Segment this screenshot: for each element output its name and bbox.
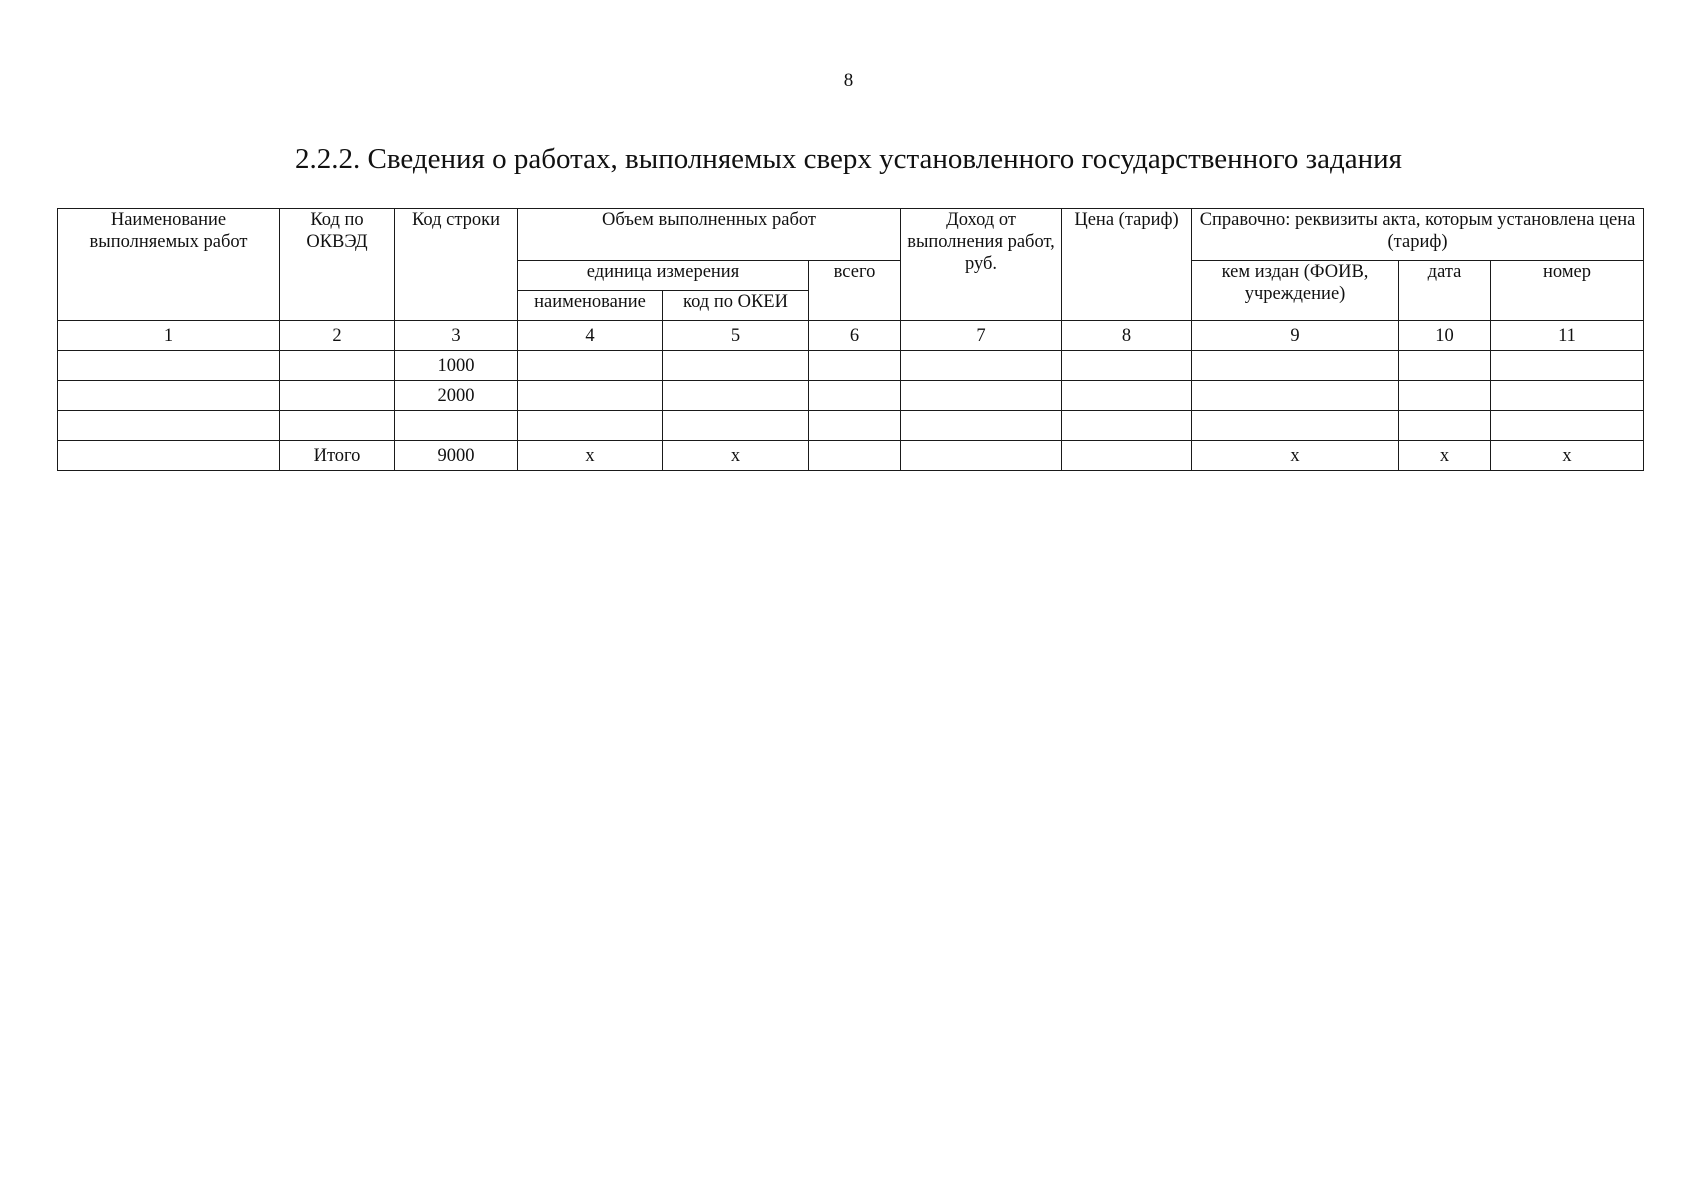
table-cell bbox=[1491, 351, 1644, 381]
header-number: номер bbox=[1491, 261, 1644, 321]
table-cell bbox=[1192, 381, 1399, 411]
header-price: Цена (тариф) bbox=[1062, 209, 1192, 321]
table-cell bbox=[1062, 381, 1192, 411]
table-cell bbox=[901, 441, 1062, 471]
header-total: всего bbox=[809, 261, 901, 321]
table-cell bbox=[280, 411, 395, 441]
table-cell: x bbox=[1192, 441, 1399, 471]
table-cell: 2000 bbox=[395, 381, 518, 411]
table-cell bbox=[663, 411, 809, 441]
table-cell bbox=[1491, 411, 1644, 441]
table-cell bbox=[1192, 351, 1399, 381]
table-cell: x bbox=[663, 441, 809, 471]
table-cell: x bbox=[1399, 441, 1491, 471]
column-number: 10 bbox=[1399, 321, 1491, 351]
table-cell bbox=[809, 411, 901, 441]
table-cell bbox=[809, 441, 901, 471]
table-cell bbox=[58, 441, 280, 471]
table-cell: 1000 bbox=[395, 351, 518, 381]
column-number: 2 bbox=[280, 321, 395, 351]
column-number: 4 bbox=[518, 321, 663, 351]
table-cell bbox=[1399, 411, 1491, 441]
table-cell bbox=[1062, 441, 1192, 471]
total-row-code: 9000 bbox=[395, 441, 518, 471]
column-number: 8 bbox=[1062, 321, 1192, 351]
header-okved-code: Код по ОКВЭД bbox=[280, 209, 395, 321]
header-unit-name: наименование bbox=[518, 291, 663, 321]
table-cell bbox=[1399, 351, 1491, 381]
table-cell bbox=[518, 411, 663, 441]
table-cell bbox=[280, 381, 395, 411]
page-title: 2.2.2. Сведения о работах, выполняемых сверх установленного государственного задания bbox=[295, 143, 1402, 175]
column-numbers-row bbox=[58, 321, 1644, 351]
header-work-name: Наименование выполняемых работ bbox=[58, 209, 280, 321]
table-cell bbox=[901, 411, 1062, 441]
header-row-1 bbox=[58, 209, 1644, 261]
header-reference: Справочно: реквизиты акта, которым установлена цена (тариф) bbox=[1192, 209, 1644, 261]
column-number: 1 bbox=[58, 321, 280, 351]
column-number: 5 bbox=[663, 321, 809, 351]
table-cell bbox=[1062, 411, 1192, 441]
column-number: 11 bbox=[1491, 321, 1644, 351]
table-cell bbox=[395, 411, 518, 441]
column-number: 3 bbox=[395, 321, 518, 351]
total-label: Итого bbox=[280, 441, 395, 471]
works-table bbox=[57, 208, 1644, 471]
header-okei-code: код по ОКЕИ bbox=[663, 291, 809, 321]
column-number: 6 bbox=[809, 321, 901, 351]
header-income: Доход от выполнения работ, руб. bbox=[901, 209, 1062, 321]
header-unit: единица измерения bbox=[518, 261, 809, 291]
header-issued-by: кем издан (ФОИВ, учреждение) bbox=[1192, 261, 1399, 321]
page-number: 8 bbox=[843, 70, 854, 91]
table-cell: x bbox=[1491, 441, 1644, 471]
table-cell bbox=[1399, 381, 1491, 411]
header-volume: Объем выполненных работ bbox=[518, 209, 901, 261]
header-date: дата bbox=[1399, 261, 1491, 321]
table-cell bbox=[809, 381, 901, 411]
table-cell bbox=[58, 351, 280, 381]
table-cell bbox=[809, 351, 901, 381]
table-cell bbox=[901, 351, 1062, 381]
header-row-code: Код строки bbox=[395, 209, 518, 321]
table-cell bbox=[901, 381, 1062, 411]
table-cell bbox=[663, 381, 809, 411]
table-cell bbox=[280, 351, 395, 381]
table-cell: x bbox=[518, 441, 663, 471]
table-cell bbox=[518, 381, 663, 411]
table-cell bbox=[1491, 381, 1644, 411]
column-number: 7 bbox=[901, 321, 1062, 351]
table-cell bbox=[1062, 351, 1192, 381]
table-cell bbox=[1192, 411, 1399, 441]
table-cell bbox=[518, 351, 663, 381]
table-row bbox=[58, 381, 1644, 411]
table-row bbox=[58, 411, 1644, 441]
table-row bbox=[58, 351, 1644, 381]
table-cell bbox=[663, 351, 809, 381]
table-cell bbox=[58, 381, 280, 411]
column-number: 9 bbox=[1192, 321, 1399, 351]
total-row bbox=[58, 441, 1644, 471]
table-cell bbox=[58, 411, 280, 441]
